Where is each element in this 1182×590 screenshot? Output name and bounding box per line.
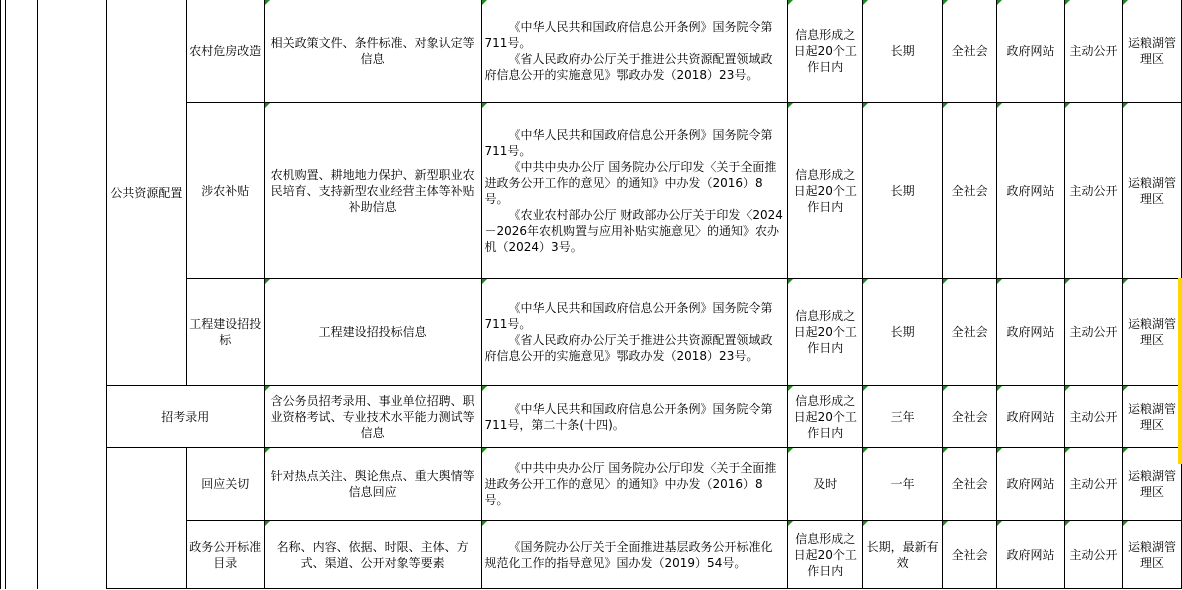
item-basis: 《中华人民共和国政府信息公开条例》国务院令第711号。 《省人民政府办公厅关于推进公共资源配置领域政府信息公开的实施意见》鄂政办发（2018）23号。 [481,0,788,103]
category-column [37,0,106,589]
item-mode: 主动公开 [1065,279,1123,386]
item-content: 工程建设招投标信息 [264,279,481,386]
item-scope: 全社会 [943,521,997,589]
item-content: 相关政策文件、条件标准、对象认定等信息 [264,0,481,103]
item-mode: 主动公开 [1065,103,1123,279]
item-name: 工程建设招投标 [186,279,264,386]
table-row [1,0,1182,103]
item-period: 长期 [863,103,943,279]
item-unit: 运粮湖管理区 [1122,448,1181,521]
item-content: 含公务员招考录用、事业单位招聘、职业资格考试、专业技术水平能力测试等信息 [264,386,481,448]
item-unit: 运粮湖管理区 [1122,103,1181,279]
group-cell: 公共资源配置 [106,0,186,386]
item-time-limit: 信息形成之日起20个工作日内 [788,0,863,103]
item-period: 长期 [863,0,943,103]
item-channel: 政府网站 [997,0,1065,103]
item-mode: 主动公开 [1065,448,1123,521]
item-content: 针对热点关注、舆论焦点、重大舆情等信息回应 [264,448,481,521]
item-channel: 政府网站 [997,103,1065,279]
item-time-limit: 信息形成之日起20个工作日内 [788,386,863,448]
item-scope: 全社会 [943,0,997,103]
item-name: 农村危房改造 [186,0,264,103]
item-basis: 《中华人民共和国政府信息公开条例》国务院令第711号。 《省人民政府办公厅关于推进公共资源配置领域政府信息公开的实施意见》鄂政办发（2018）23号。 [481,279,788,386]
item-period: 一年 [863,448,943,521]
item-period: 长期，最新有效 [863,521,943,589]
item-name: 回应关切 [186,448,264,521]
item-mode: 主动公开 [1065,521,1123,589]
group-cell [106,448,186,589]
item-period: 三年 [863,386,943,448]
item-basis: 《中华人民共和国政府信息公开条例》国务院令第711号。 《中共中央办公厅 国务院办公厅印发〈关于全面推进政务公开工作的意见〉的通知》中办发（2016）8号。 《农业农村部办公厅 财政部办公厅关于印发〈2024－2026年农机购置与应用补贴实施意见〉的通知》农办机（2024）3号。 [481,103,788,279]
item-scope: 全社会 [943,448,997,521]
item-mode: 主动公开 [1065,0,1123,103]
item-period: 长期 [863,279,943,386]
selection-edge-highlight [1178,278,1182,464]
item-basis: 《中共中央办公厅 国务院办公厅印发〈关于全面推进政务公开工作的意见〉的通知》中办发（2016）8号。 [481,448,788,521]
table-row [1,448,1182,521]
group-cell: 招考录用 [106,386,264,448]
item-unit: 运粮湖管理区 [1122,521,1181,589]
item-time-limit: 信息形成之日起20个工作日内 [788,103,863,279]
item-time-limit: 信息形成之日起20个工作日内 [788,279,863,386]
item-content: 农机购置、耕地地力保护、新型职业农民培育、支持新型农业经营主体等补贴补助信息 [264,103,481,279]
table-row [1,386,1182,448]
item-scope: 全社会 [943,386,997,448]
item-unit: 运粮湖管理区 [1122,386,1181,448]
item-unit: 运粮湖管理区 [1122,0,1181,103]
item-scope: 全社会 [943,279,997,386]
item-mode: 主动公开 [1065,386,1123,448]
item-unit: 运粮湖管理区 [1122,279,1181,386]
item-content: 名称、内容、依据、时限、主体、方式、渠道、公开对象等要素 [264,521,481,589]
blank-column [6,0,38,589]
item-channel: 政府网站 [997,386,1065,448]
item-scope: 全社会 [943,103,997,279]
item-name: 涉农补贴 [186,103,264,279]
item-channel: 政府网站 [997,279,1065,386]
item-time-limit: 及时 [788,448,863,521]
item-time-limit: 信息形成之日起20个工作日内 [788,521,863,589]
item-name: 政务公开标准目录 [186,521,264,589]
item-basis: 《中华人民共和国政府信息公开条例》国务院令第711号，第二十条(十四)。 [481,386,788,448]
item-basis: 《国务院办公厅关于全面推进基层政务公开标准化规范化工作的指导意见》国办发（2019）54号。 [481,521,788,589]
item-channel: 政府网站 [997,521,1065,589]
item-channel: 政府网站 [997,448,1065,521]
